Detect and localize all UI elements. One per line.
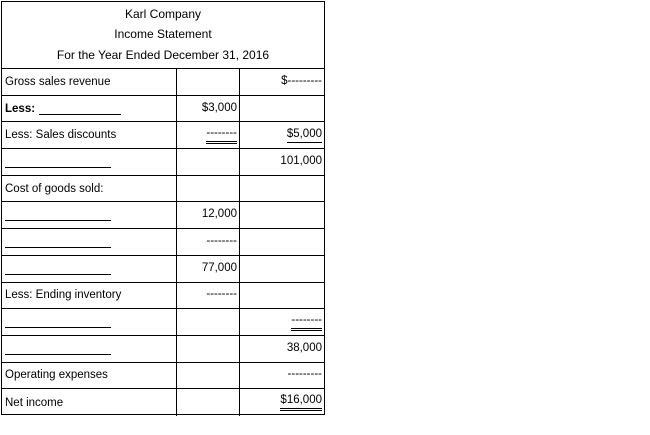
row-col2: 12,000 (177, 202, 240, 228)
row-label: Net income (2, 389, 177, 416)
table-row-beginning-inventory (2, 202, 324, 229)
row-label (2, 229, 177, 255)
row-col3: $16,000 (240, 389, 324, 416)
table-row-purchases (2, 229, 324, 256)
table-row-sales-discounts (2, 122, 324, 149)
row-col2: -------- (177, 283, 240, 309)
row-col3: $5,000 (240, 122, 324, 148)
table-row-ending-inventory (2, 283, 324, 310)
company-name: Karl Company (124, 7, 202, 22)
blank-line (39, 103, 121, 115)
row-label: Less: (2, 96, 177, 122)
table-row-cogs-total (2, 309, 324, 336)
table-row-operating-expenses (2, 363, 324, 390)
row-col3 (240, 176, 324, 202)
row-col3 (240, 283, 324, 309)
row-col3 (240, 202, 324, 228)
row-col2: 77,000 (177, 256, 240, 282)
table-row-net-sales (2, 149, 324, 176)
row-col2 (177, 149, 240, 175)
table-row-net-income (2, 389, 324, 416)
row-label (2, 336, 177, 362)
table-row-less-blank (2, 96, 324, 123)
row-col3: $--------- (281, 74, 322, 87)
row-col2 (177, 309, 240, 335)
row-label (2, 149, 177, 175)
row-col3: 38,000 (286, 341, 322, 354)
row-label (2, 256, 177, 282)
blank-line (5, 343, 111, 355)
row-col2 (177, 363, 240, 389)
row-label: Operating expenses (2, 363, 177, 389)
row-col3: --------- (287, 368, 322, 381)
row-col2 (177, 336, 240, 362)
statement-period: For the Year Ended December 31, 2016 (56, 47, 270, 62)
row-label: Less: Ending inventory (2, 283, 177, 309)
blank-line (5, 316, 111, 328)
row-col3 (240, 96, 324, 122)
row-col2: $3,000 (177, 96, 240, 122)
blank-line (5, 236, 111, 248)
row-col2: -------- (177, 122, 240, 148)
statement-header (2, 2, 324, 69)
blank-line (5, 263, 111, 275)
income-statement-table (1, 1, 325, 415)
table-row-cogs-heading (2, 176, 324, 203)
row-label (2, 202, 177, 228)
table-row-gross-profit (2, 336, 324, 363)
table-row-goods-available (2, 256, 324, 283)
statement-title: Income Statement (114, 27, 212, 42)
blank-line (5, 209, 111, 221)
row-label (2, 309, 177, 335)
row-col2 (177, 176, 240, 202)
row-label: Less: Sales discounts (2, 122, 177, 148)
table-row-gross-sales (2, 69, 324, 96)
row-label: Cost of goods sold: (2, 176, 177, 202)
row-col2: -------- (177, 229, 240, 255)
row-col3: 101,000 (280, 154, 322, 167)
row-col2 (177, 389, 240, 416)
row-col3 (240, 256, 324, 282)
blank-line (5, 156, 111, 168)
row-col2 (177, 69, 240, 95)
row-col3: -------- (240, 309, 324, 335)
row-col3 (240, 229, 324, 255)
row-label: Gross sales revenue (2, 69, 177, 95)
